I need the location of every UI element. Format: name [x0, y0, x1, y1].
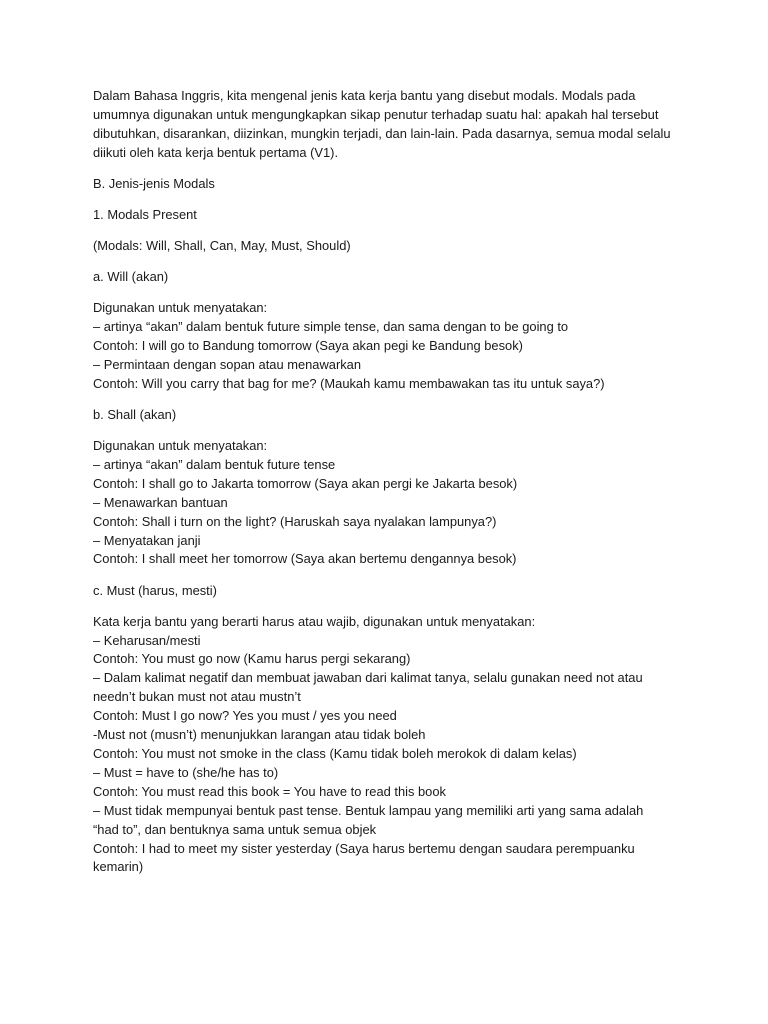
text-line: – Must = have to (she/he has to) [93, 764, 279, 780]
must-usage-paragraph [93, 613, 683, 878]
text-line: Kata kerja bantu yang berarti harus atau wajib, digunakan untuk menyatakan: [93, 613, 536, 629]
will-usage-paragraph [93, 299, 683, 394]
text-line: Digunakan untuk menyatakan: [93, 438, 268, 453]
text-line: – Menyatakan janji [93, 532, 201, 548]
text-line: b. Shall (akan) [93, 406, 177, 422]
heading-must [93, 582, 683, 601]
text-line: (Modals: Will, Shall, Can, May, Must, Should) [93, 238, 351, 253]
text-line: B. Jenis-jenis Modals [93, 175, 215, 191]
text-line: – Permintaan dengan sopan atau menawarkan [93, 356, 362, 372]
text-line: Contoh: Shall i turn on the light? (Haruskah saya nyalakan lampunya?) [93, 513, 497, 529]
text-line: diikuti oleh kata kerja bentuk pertama (V1). [93, 144, 339, 160]
text-line: Contoh: I will go to Bandung tomorrow (Saya akan pegi ke Bandung besok) [93, 338, 523, 353]
text-line: needn’t bukan must not atau mustn’t [93, 689, 301, 705]
intro-paragraph [93, 87, 683, 163]
section-heading-jenis-modals [93, 175, 683, 194]
text-line: dibutuhkan, disarankan, diizinkan, mungkin terjadi, dan lain-lain. Pada dasarnya, semua modal selalu [93, 125, 671, 141]
text-line: – Menawarkan bantuan [93, 494, 228, 510]
text-line: “had to”, dan bentuknya sama untuk semua objek [93, 821, 377, 837]
subsection-heading-modals-present [93, 206, 683, 225]
text-line: Contoh: You must not smoke in the class (Kamu tidak boleh merokok di dalam kelas) [93, 745, 577, 761]
text-line: Contoh: I shall meet her tomorrow (Saya akan bertemu dengannya besok) [93, 551, 517, 567]
modals-list-paragraph [93, 237, 683, 256]
text-line: – Dalam kalimat negatif dan membuat jawaban dari kalimat tanya, selalu gunakan need not atau [93, 670, 643, 686]
text-line: Contoh: Must I go now? Yes you must / yes you need [93, 708, 397, 724]
text-line: kemarin) [93, 859, 144, 875]
text-line: -Must not (musn’t) menunjukkan larangan atau tidak boleh [93, 727, 426, 743]
text-line: – Keharusan/mesti [93, 632, 201, 648]
document-page [93, 87, 683, 890]
text-line: Contoh: You must read this book = You have to read this book [93, 783, 446, 799]
text-line: 1. Modals Present [93, 206, 197, 222]
text-line: Digunakan untuk menyatakan: [93, 300, 268, 316]
heading-shall [93, 406, 683, 425]
text-line: Contoh: I had to meet my sister yesterday (Saya harus bertemu dengan saudara perempuanku [93, 840, 635, 856]
text-line: umumnya digunakan untuk mengungkapkan sikap penutur terhadap suatu hal: apakah hal tersebut [93, 106, 659, 122]
text-line: Contoh: Will you carry that bag for me? (Maukah kamu membawakan tas itu untuk saya?) [93, 375, 605, 391]
text-line: a. Will (akan) [93, 269, 169, 285]
shall-usage-paragraph [93, 437, 683, 569]
text-line: Dalam Bahasa Inggris, kita mengenal jenis kata kerja bantu yang disebut modals. Modals pada [93, 88, 636, 103]
text-line: – artinya “akan” dalam bentuk future tense [93, 456, 336, 472]
heading-will [93, 268, 683, 287]
text-line: Contoh: I shall go to Jakarta tomorrow (Saya akan pergi ke Jakarta besok) [93, 475, 518, 491]
text-line: c. Must (harus, mesti) [93, 582, 217, 598]
text-line: – artinya “akan” dalam bentuk future simple tense, dan sama dengan to be going to [93, 319, 569, 335]
text-line: Contoh: You must go now (Kamu harus pergi sekarang) [93, 651, 411, 667]
text-line: – Must tidak mempunyai bentuk past tense. Bentuk lampau yang memiliki arti yang sama adalah [93, 802, 644, 818]
